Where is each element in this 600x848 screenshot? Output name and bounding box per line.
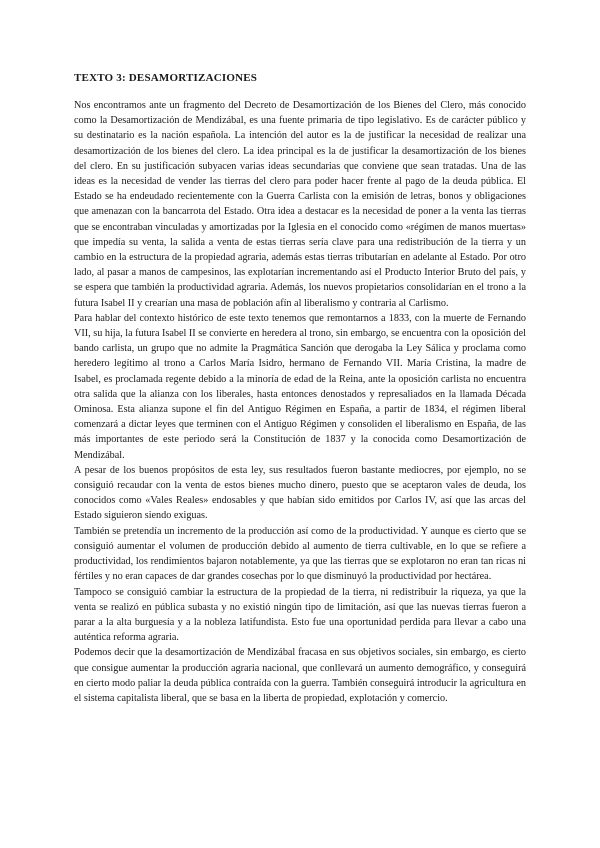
- paragraph-results: A pesar de los buenos propósitos de esta ley, sus resultados fueron bastante mediocres, por ejemplo, no se consiguió recaudar con la venta de estos bienes mucho dinero, puesto que se aceptaron vales de deuda, los conocidos como «Vales Reales» endosables y que habían sido emitidos por Carlos IV, así que las arcas del Estado siguieron siendo exiguas.: [74, 464, 526, 522]
- paragraph-ownership: Tampoco se consiguió cambiar la estructura de la propiedad de la tierra, ni redistribuir la riqueza, ya que la venta se realizó en pública subasta y no existió ningún tipo de limitación, así que las nuevas tierras fueron a parar a la alta burguesía y a la nobleza latifundista. Esto fue una oportunidad perdida para llevar a cabo una auténtica reforma agraria.: [74, 586, 526, 644]
- document-title: TEXTO 3: DESAMORTIZACIONES: [74, 72, 258, 84]
- paragraph-context: Para hablar del contexto histórico de este texto tenemos que remontarnos a 1833, con la muerte de Fernando VII, su hija, la futura Isabel II se convierte en heredera al trono, sin embargo, se encuentra con la oposición del bando carlista, un grupo que no admite la Pragmática Sanción que derogaba la Ley Sálica y proclama como heredero legítimo al trono a Carlos María Isidro, hermano de Fernando VII. María Cristina, la madre de Isabel, es proclamada regente debido a la minoría de edad de la Reina, ante la oposición carlista no encuentra otra salida que la alianza con los liberales, hasta entonces denostados y represaliados en la llamada Década Ominosa. Esta alianza supone el fin del Antiguo Régimen en España, a partir de 1834, el régimen liberal comenzará a dictar leyes que terminen con el Antiguo Régimen y consoliden el liberalismo en España, de las más importantes de este periodo será la Constitución de 1837 y la conocida como Desamortización de Mendizábal.: [74, 312, 526, 461]
- document-page: [74, 72, 526, 706]
- paragraph-production: También se pretendía un incremento de la producción así como de la productividad. Y aunque es cierto que se consiguió aumentar el volumen de producción debido al aumento de tierra cultivable, en lo que se refiere a productividad, los rendimientos bajaron notablemente, ya que las tierras que se explotaron no eran tan ricas ni fértiles y no eran capaces de dar grandes cosechas por lo que disminuyó la productividad por hectárea.: [74, 525, 526, 583]
- paragraph-conclusion: Podemos decir que la desamortización de Mendizábal fracasa en sus objetivos sociales, sin embargo, es cierto que consigue aumentar la producción agraria nacional, que conllevará un aumento demográfico, y conseguirá en cierto modo paliar la deuda pública contraída con la guerra. También conseguirá introducir la agricultura en el sistema capitalista liberal, que se basa en la liberta de propiedad, explotación y comercio.: [74, 647, 526, 704]
- paragraph-intro: Nos encontramos ante un fragmento del Decreto de Desamortización de los Bienes del Clero, más conocido como la Desamortización de Mendizábal, es una fuente primaria de tipo legislativo. Es de carácter público y su destinatario es la nación española. La intención del autor es la de justificar la necesidad de realizar una desamortización de los bienes del clero. La idea principal es la de justificar la desamortización de los bienes del clero. En su justificación subyacen varias ideas secundarias que conviene que sean tratadas. Una de las ideas es la necesidad de vender las tierras del clero para poder hacer frente al pago de la deuda pública. El Estado se ha endeudado recientemente con la Guerra Carlista con la emisión de letras, bonos y obligaciones que amenazan con la bancarrota del Estado. Otra idea a destacar es la necesidad de poner a la venta las tierras que se encontraban vinculadas y amortizadas por la Iglesia en el conocido como «régimen de manos muertas» que impedía su venta, la salida a venta de estas tierras sería clave para una redistribución de la tierra y un cambio en la estructura de la propiedad agraria, además estas tierras tributarían en adelante al Estado. Por otro lado, al pasar a manos de campesinos, las explotarían incrementando así el Producto Interior Bruto del país, y se espera que también la productividad agraria. Además, los nuevos propietarios consolidarían en el trono a la futura Isabel II y crearían una masa de población afín al liberalismo y contraria al Carlismo.: [74, 100, 526, 309]
